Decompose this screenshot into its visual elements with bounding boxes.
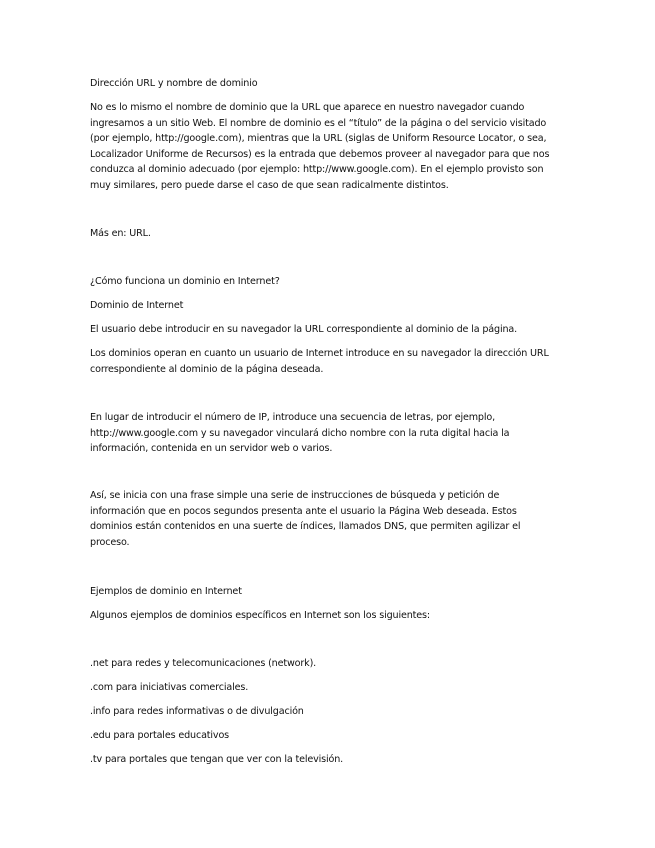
paragraph-line: http://www.google.com y su navegador vinculará dicho nombre con la ruta digital hacia la bbox=[90, 427, 510, 439]
paragraph-line: Así, se inicia con una frase simple una serie de instrucciones de búsqueda y petición de bbox=[90, 490, 500, 501]
paragraph-ejemplos-intro: Algunos ejemplos de dominios específicos en Internet son los siguientes: bbox=[90, 610, 430, 621]
paragraph-usuario: El usuario debe introducir en su navegador la URL correspondiente al dominio de la página. bbox=[90, 324, 518, 335]
paragraph-line: información que en pocos segundos presenta ante el usuario la Página Web deseada. Estos bbox=[90, 505, 517, 517]
paragraph-line: Localizador Uniforme de Recursos) es la entrada que debemos proveer al navegador para que nos bbox=[90, 148, 550, 160]
paragraph-ip bbox=[90, 410, 570, 457]
paragraph-line: muy similares, pero puede darse el caso de que sean radicalmente distintos. bbox=[90, 179, 449, 191]
paragraph-asi bbox=[90, 488, 570, 550]
heading-url-domain: Dirección URL y nombre de dominio bbox=[90, 78, 258, 89]
paragraph-line: proceso. bbox=[90, 536, 130, 548]
paragraph-url-vs-domain bbox=[90, 100, 570, 194]
paragraph-line: No es lo mismo el nombre de dominio que la URL que aparece en nuestro navegador cuando bbox=[90, 102, 525, 113]
example-item: .com para iniciativas comerciales. bbox=[90, 682, 249, 693]
paragraph-line: correspondiente al dominio de la página deseada. bbox=[90, 363, 324, 375]
paragraph-line: (por ejemplo, http://google.com), mientras que la URL (siglas de Uniform Resource Locator, o sea, bbox=[90, 133, 547, 145]
paragraph-line: ingresamos a un sitio Web. El nombre de dominio es el “título” de la página o del servicio visitado bbox=[90, 117, 547, 129]
paragraph-line: En lugar de introducir el número de IP, introduce una secuencia de letras, por ejemplo, bbox=[90, 412, 495, 423]
paragraph-line: información, contenida en un servidor web o varios. bbox=[90, 443, 333, 455]
example-item: .edu para portales educativos bbox=[90, 730, 230, 741]
heading-ejemplos: Ejemplos de dominio en Internet bbox=[90, 586, 242, 597]
example-item: .info para redes informativas o de divulgación bbox=[90, 706, 304, 717]
mas-en-url: Más en: URL. bbox=[90, 228, 151, 239]
example-item: .net para redes y telecomunicaciones (network). bbox=[90, 658, 317, 669]
question-heading: ¿Cómo funciona un dominio en Internet? bbox=[90, 276, 280, 287]
paragraph-dominios-operan bbox=[90, 346, 570, 377]
subheading-dominio-internet: Dominio de Internet bbox=[90, 300, 184, 311]
example-item: .tv para portales que tengan que ver con la televisión. bbox=[90, 754, 344, 765]
paragraph-line: conduzca al dominio adecuado (por ejemplo: http://www.google.com). En el ejemplo provisto son bbox=[90, 164, 544, 176]
paragraph-line: Los dominios operan en cuanto un usuario de Internet introduce en su navegador la dirección URL bbox=[90, 348, 549, 359]
paragraph-line: dominios están contenidos en una suerte de índices, llamados DNS, que permiten agilizar el bbox=[90, 521, 521, 533]
